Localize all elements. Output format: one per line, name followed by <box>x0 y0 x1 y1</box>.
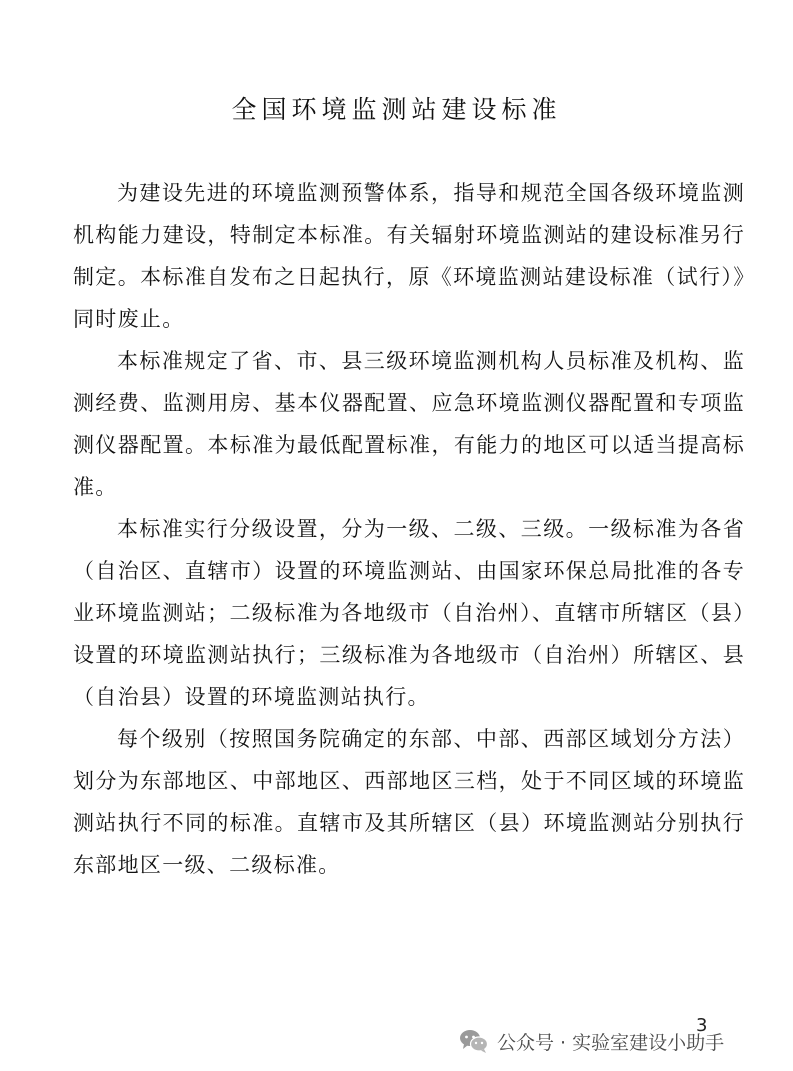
watermark <box>459 1022 724 1060</box>
document-body <box>73 172 745 886</box>
paragraph-2: 本标准规定了省、市、县三级环境监测机构人员标准及机构、监测经费、监测用房、基本仪器配置、应急环境监测仪器配置和专项监测仪器配置。本标准为最低配置标准，有能力的地区可以适当提高标准。 <box>73 349 745 499</box>
wechat-icon <box>459 1028 489 1054</box>
paragraph-1: 为建设先进的环境监测预警体系，指导和规范全国各级环境监测机构能力建设，特制定本标准。有关辐射环境监测站的建设标准另行制定。本标准自发布之日起执行，原《环境监测站建设标准（试行）》同时废止。 <box>73 181 745 331</box>
page-title: 全国环境监测站建设标准 <box>231 95 562 124</box>
watermark-text: 公众号 · 实验室建设小助手 <box>497 1031 725 1054</box>
page-number: 3 <box>696 1015 708 1036</box>
paragraph-3: 本标准实行分级设置，分为一级、二级、三级。一级标准为各省（自治区、直辖市）设置的环境监测站、由国家环保总局批准的各专业环境监测站；二级标准为各地级市（自治州）、直辖市所辖区（县）设置的环境监测站执行；三级标准为各地级市（自治州）所辖区、县（自治县）设置的环境监测站执行。 <box>73 517 745 709</box>
paragraph-4: 每个级别（按照国务院确定的东部、中部、西部区域划分方法）划分为东部地区、中部地区、西部地区三档，处于不同区域的环境监测站执行不同的标准。直辖市及其所辖区（县）环境监测站分别执行东部地区一级、二级标准。 <box>73 727 745 877</box>
